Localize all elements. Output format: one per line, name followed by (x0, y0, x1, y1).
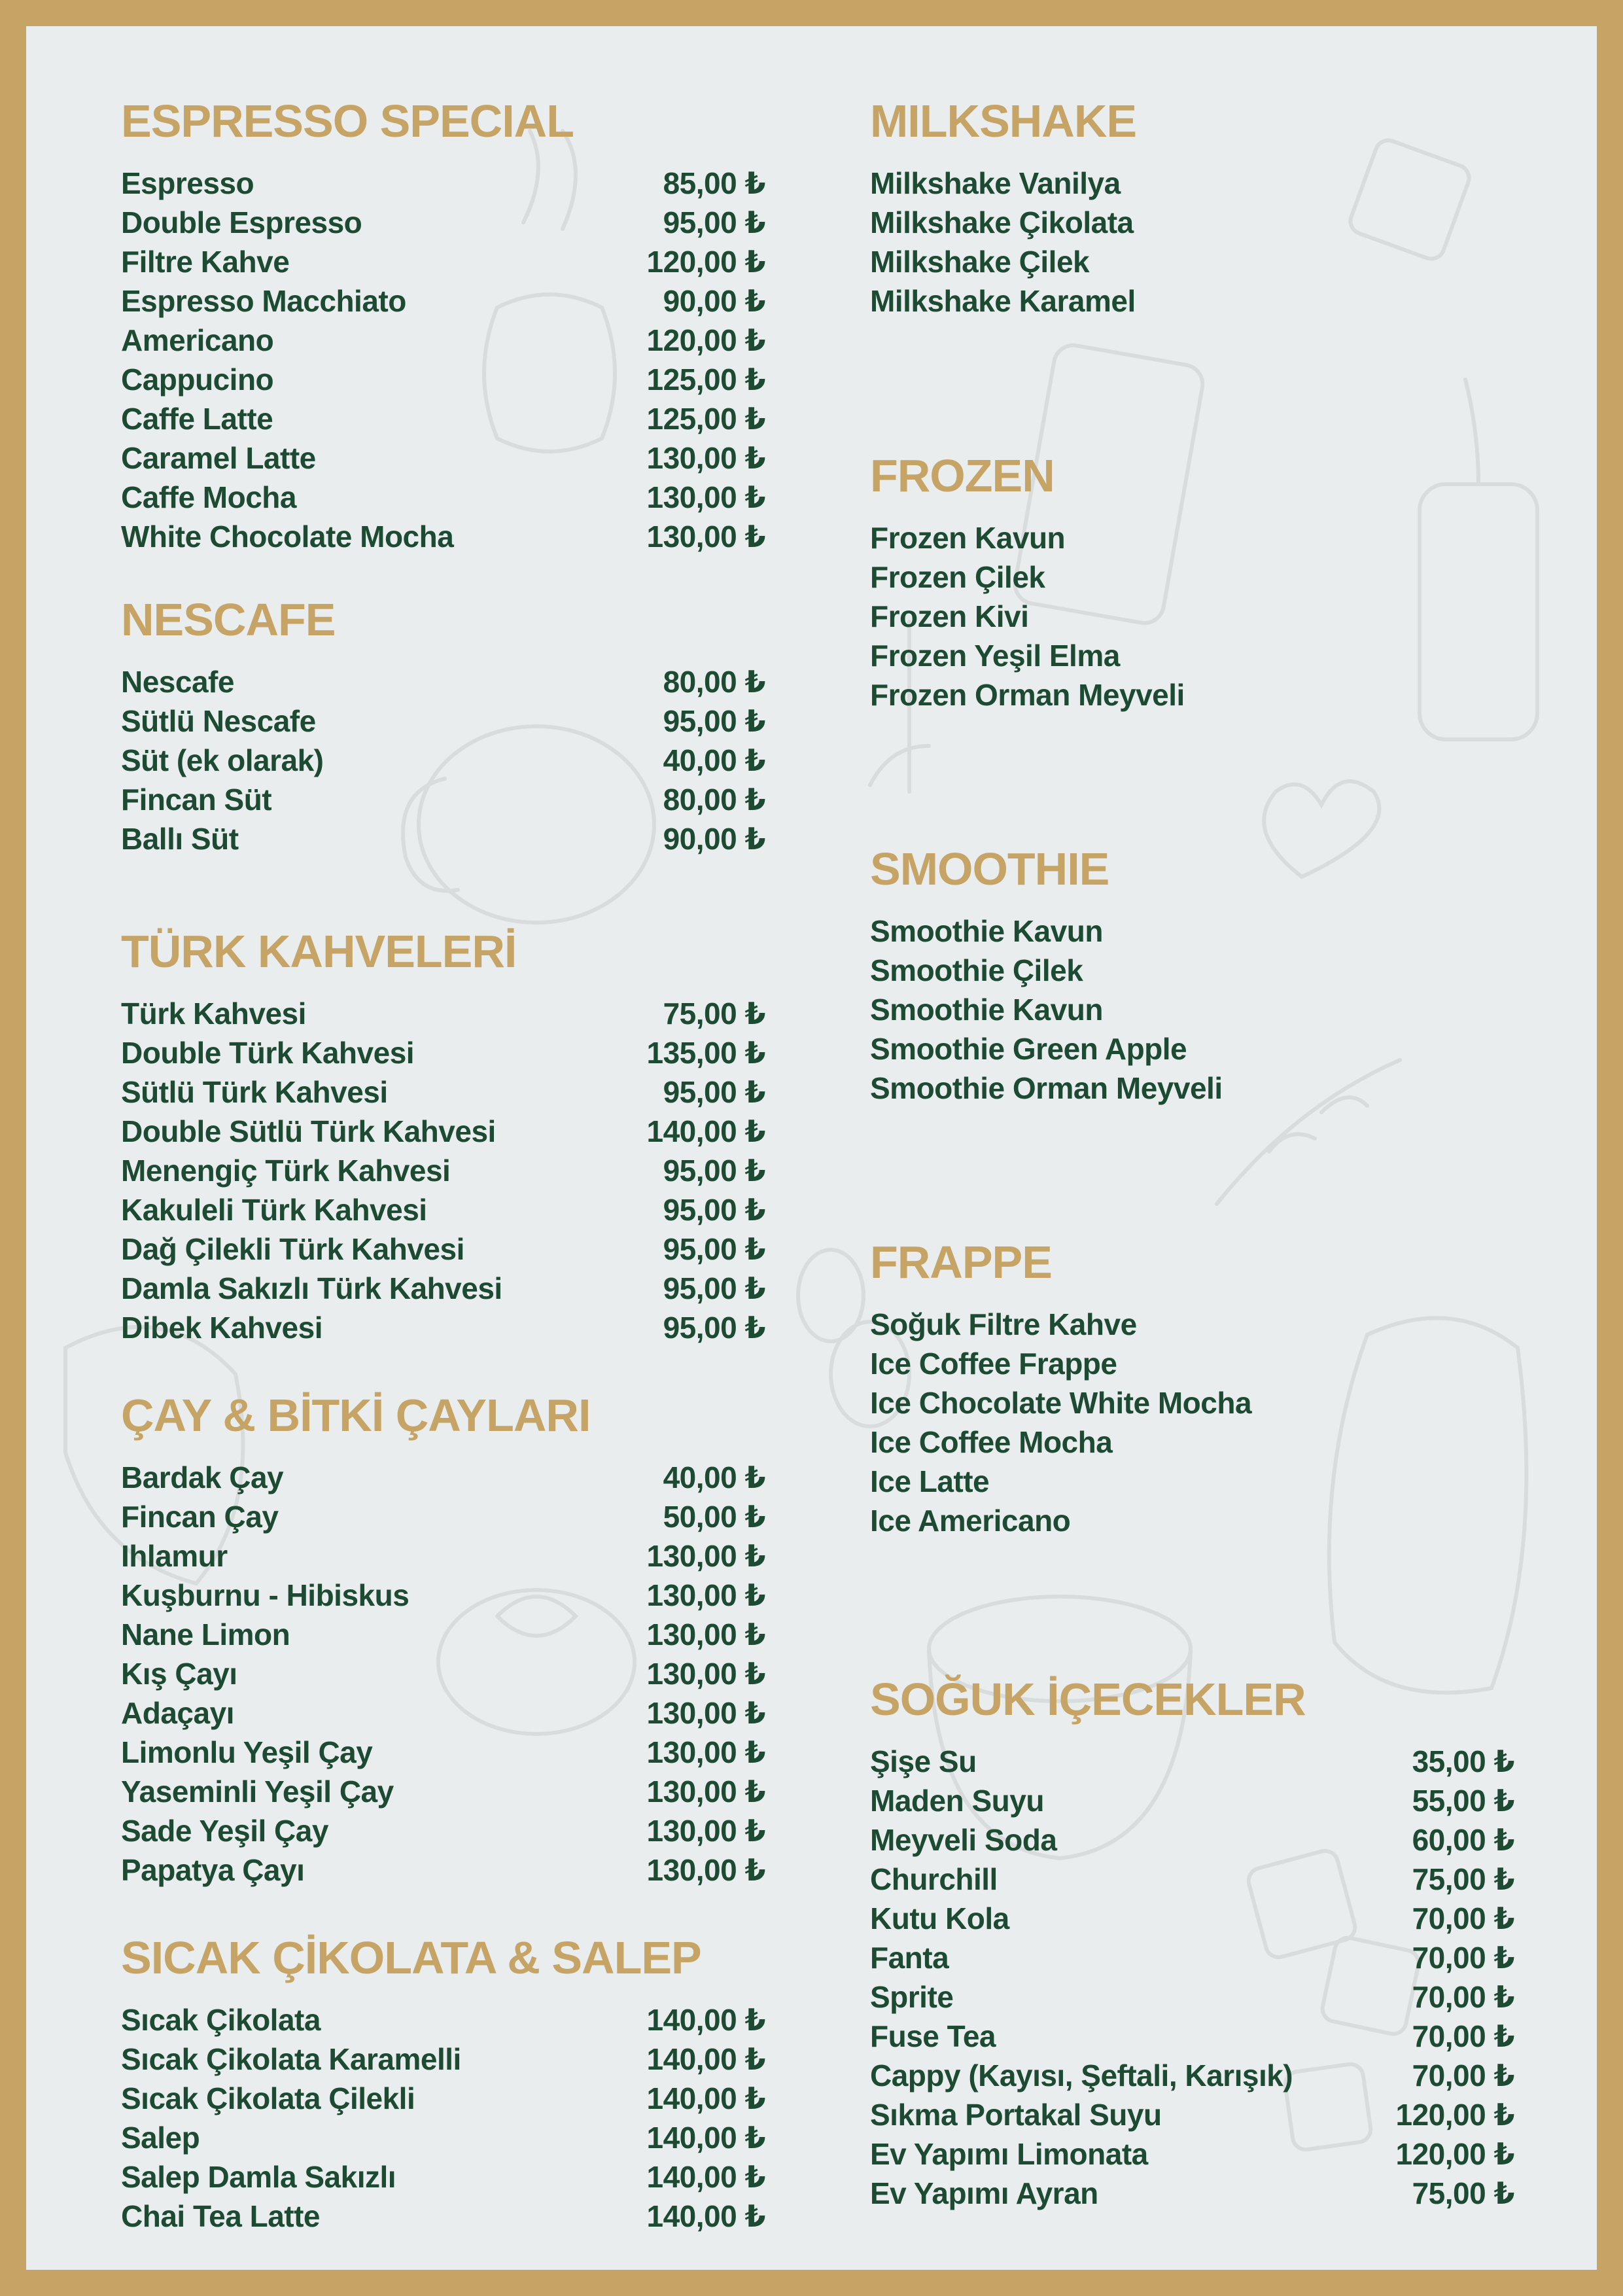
menu-item (121, 2079, 765, 2118)
menu-item-list (870, 911, 1514, 1108)
menu-item (870, 1899, 1514, 1938)
menu-item-name: Papatya Çayı (121, 1853, 305, 1887)
menu-item (121, 321, 765, 360)
menu-item-price: 80,00 ₺ (663, 665, 765, 699)
menu-item-name: Nane Limon (121, 1617, 290, 1651)
menu-item-price: 80,00 ₺ (663, 783, 765, 817)
menu-item-price: 130,00 ₺ (646, 1539, 765, 1573)
menu-item (870, 1977, 1514, 2017)
menu-item-name: Milkshake Çilek (870, 245, 1090, 279)
menu-item (121, 994, 765, 1033)
menu-item (121, 2118, 765, 2157)
menu-item-name: Sıkma Portakal Suyu (870, 2098, 1162, 2132)
menu-item-price: 70,00 ₺ (1412, 1941, 1514, 1975)
menu-item-price: 130,00 ₺ (646, 1853, 765, 1887)
menu-item (870, 1820, 1514, 1860)
menu-item-price: 130,00 ₺ (646, 520, 765, 554)
menu-item-name: Smoothie Kavun (870, 914, 1103, 948)
menu-item (870, 597, 1514, 636)
menu-item-name: Fincan Süt (121, 783, 272, 817)
menu-item-price: 95,00 ₺ (663, 1075, 765, 1109)
menu-item (121, 1112, 765, 1151)
menu-item (121, 1497, 765, 1536)
menu-item-name: Smoothie Green Apple (870, 1032, 1187, 1066)
menu-item-name: Nescafe (121, 665, 234, 699)
menu-item-name: Ice Coffee Frappe (870, 1347, 1117, 1381)
menu-item-price: 70,00 ₺ (1412, 1980, 1514, 2014)
menu-item-name: Kuşburnu - Hibiskus (121, 1578, 410, 1612)
menu-item (121, 2040, 765, 2079)
menu-item (121, 819, 765, 858)
section-title: FROZEN (870, 450, 1055, 501)
menu-item (121, 780, 765, 819)
menu-item-name: Frozen Kavun (870, 521, 1066, 555)
menu-item-name: Chai Tea Latte (121, 2199, 320, 2233)
menu-item-price: 35,00 ₺ (1412, 1744, 1514, 1778)
menu-item (121, 2197, 765, 2236)
menu-item-list (121, 2000, 765, 2236)
menu-item-name: Ballı Süt (121, 822, 239, 856)
menu-item (870, 911, 1514, 951)
menu-item-name: Frozen Orman Meyveli (870, 678, 1185, 712)
menu-item-price: 140,00 ₺ (646, 2160, 765, 2194)
menu-item-list (121, 662, 765, 858)
menu-item-list (870, 164, 1514, 321)
menu-item-price: 130,00 ₺ (646, 1696, 765, 1730)
menu-item-name: White Chocolate Mocha (121, 520, 454, 554)
menu-item (870, 1781, 1514, 1820)
menu-item-price: 120,00 ₺ (1395, 2098, 1514, 2132)
menu-item (121, 164, 765, 203)
menu-item-price: 90,00 ₺ (663, 284, 765, 318)
menu-item (121, 1229, 765, 1269)
menu-item (870, 675, 1514, 715)
menu-item-name: Cappy (Kayısı, Şeftali, Karışık) (870, 2058, 1293, 2093)
menu-item-name: Kutu Kola (870, 1901, 1009, 1935)
menu-item-name: Menengiç Türk Kahvesi (121, 1154, 451, 1188)
menu-item (870, 1742, 1514, 1781)
menu-item-name: Ice Americano (870, 1504, 1071, 1538)
menu-item (870, 2056, 1514, 2095)
menu-item-name: Smoothie Çilek (870, 953, 1083, 987)
menu-item (121, 662, 765, 701)
menu-item-list (121, 1458, 765, 1890)
menu-item-price: 95,00 ₺ (663, 1271, 765, 1305)
menu-item-price: 95,00 ₺ (663, 1154, 765, 1188)
menu-item-name: Damla Sakızlı Türk Kahvesi (121, 1271, 502, 1305)
menu-item-name: Meyveli Soda (870, 1823, 1057, 1857)
menu-item (870, 281, 1514, 321)
menu-item (121, 1811, 765, 1850)
menu-item-name: Espresso (121, 166, 254, 200)
menu-item-name: Double Sütlü Türk Kahvesi (121, 1114, 496, 1148)
menu-item-name: Ice Coffee Mocha (870, 1425, 1113, 1459)
menu-item-price: 130,00 ₺ (646, 480, 765, 514)
menu-item (870, 2017, 1514, 2056)
menu-item-name: Filtre Kahve (121, 245, 290, 279)
menu-item-price: 130,00 ₺ (646, 1735, 765, 1769)
menu-item (870, 1422, 1514, 1462)
menu-item-name: Milkshake Çikolata (870, 205, 1134, 239)
menu-item-price: 130,00 ₺ (646, 1775, 765, 1809)
menu-item-name: Sıcak Çikolata Çilekli (121, 2081, 415, 2115)
menu-item-list (870, 1305, 1514, 1540)
menu-item-name: Fuse Tea (870, 2019, 996, 2053)
menu-item-name: Salep (121, 2121, 200, 2155)
section-soguk-icecekler (870, 1676, 1514, 2213)
menu-item-price: 95,00 ₺ (663, 1193, 765, 1227)
menu-item (121, 1072, 765, 1112)
menu-item (121, 2000, 765, 2040)
menu-item-name: Adaçayı (121, 1696, 234, 1730)
menu-item-price: 125,00 ₺ (646, 362, 765, 397)
section-title: SICAK ÇİKOLATA & SALEP (121, 1932, 701, 1983)
menu-item-name: Ice Latte (870, 1464, 990, 1498)
menu-item (870, 2174, 1514, 2213)
menu-item-name: Sütlü Türk Kahvesi (121, 1075, 388, 1109)
menu-item-price: 70,00 ₺ (1412, 2058, 1514, 2093)
menu-item-price: 130,00 ₺ (646, 1657, 765, 1691)
menu-item-price: 140,00 ₺ (646, 2042, 765, 2076)
menu-item-name: Sade Yeşil Çay (121, 1814, 328, 1848)
menu-item-name: Double Türk Kahvesi (121, 1036, 415, 1070)
menu-item-price: 60,00 ₺ (1412, 1823, 1514, 1857)
menu-item-price: 40,00 ₺ (663, 1460, 765, 1494)
menu-item (121, 1615, 765, 1654)
menu-item (870, 203, 1514, 242)
section-milkshake (870, 98, 1514, 321)
menu-item-price: 95,00 ₺ (663, 704, 765, 738)
menu-item (870, 164, 1514, 203)
menu-item-price: 120,00 ₺ (1395, 2137, 1514, 2171)
menu-item-price: 50,00 ₺ (663, 1500, 765, 1534)
menu-item-name: Caramel Latte (121, 441, 316, 475)
menu-item-list (870, 518, 1514, 715)
menu-item-price: 75,00 ₺ (1412, 1862, 1514, 1896)
menu-item-name: Espresso Macchiato (121, 284, 406, 318)
menu-item-name: Fanta (870, 1941, 949, 1975)
menu-item (121, 1654, 765, 1693)
menu-item (121, 1850, 765, 1890)
menu-item (870, 1069, 1514, 1108)
menu-item-price: 140,00 ₺ (646, 2081, 765, 2115)
menu-item-name: Fincan Çay (121, 1500, 279, 1534)
menu-item (121, 1151, 765, 1190)
menu-item-list (870, 1742, 1514, 2213)
menu-item-price: 130,00 ₺ (646, 1814, 765, 1848)
menu-item (121, 242, 765, 281)
menu-item (870, 1938, 1514, 1977)
section-frozen (870, 450, 1514, 715)
menu-item-price: 135,00 ₺ (646, 1036, 765, 1070)
menu-item-name: Soğuk Filtre Kahve (870, 1307, 1137, 1341)
menu-item-price: 130,00 ₺ (646, 441, 765, 475)
menu-item (870, 242, 1514, 281)
menu-item-name: Caffe Latte (121, 402, 273, 436)
menu-item-name: Americano (121, 323, 274, 357)
menu-item (121, 701, 765, 741)
section-smoothie (870, 843, 1514, 1108)
menu-item (121, 1693, 765, 1733)
menu-item (870, 1462, 1514, 1501)
menu-item-name: Bardak Çay (121, 1460, 284, 1494)
menu-page (26, 26, 1597, 2270)
menu-item-name: Şişe Su (870, 1744, 977, 1778)
menu-item-name: Smoothie Kavun (870, 993, 1103, 1027)
menu-item (121, 517, 765, 556)
menu-item-name: Sprite (870, 1980, 954, 2014)
menu-item-name: Frozen Çilek (870, 560, 1045, 594)
section-espresso-special (121, 98, 765, 556)
section-title: NESCAFE (121, 594, 336, 645)
menu-item-price: 95,00 ₺ (663, 1311, 765, 1345)
menu-item-name: Ice Chocolate White Mocha (870, 1386, 1252, 1420)
menu-item-name: Smoothie Orman Meyveli (870, 1071, 1223, 1105)
menu-item (870, 518, 1514, 557)
menu-item-name: Süt (ek olarak) (121, 743, 324, 777)
menu-item-name: Cappucino (121, 362, 274, 397)
menu-item (121, 741, 765, 780)
section-title: ESPRESSO SPECIAL (121, 96, 574, 147)
menu-item (870, 951, 1514, 990)
menu-item-name: Frozen Yeşil Elma (870, 639, 1120, 673)
menu-item-name: Kakuleli Türk Kahvesi (121, 1193, 427, 1227)
section-title: TÜRK KAHVELERİ (121, 926, 517, 977)
section-nescafe (121, 594, 765, 858)
menu-item-price: 130,00 ₺ (646, 1578, 765, 1612)
menu-item-name: Dağ Çilekli Türk Kahvesi (121, 1232, 464, 1266)
menu-item-price: 130,00 ₺ (646, 1617, 765, 1651)
menu-item (870, 1383, 1514, 1422)
menu-item-name: Yaseminli Yeşil Çay (121, 1775, 394, 1809)
menu-item-price: 95,00 ₺ (663, 1232, 765, 1266)
menu-item (121, 203, 765, 242)
menu-item-name: Kış Çayı (121, 1657, 237, 1691)
menu-item (121, 1033, 765, 1072)
menu-item-name: Ev Yapımı Limonata (870, 2137, 1148, 2171)
menu-item (121, 1308, 765, 1347)
menu-item-price: 55,00 ₺ (1412, 1784, 1514, 1818)
section-title: MILKSHAKE (870, 96, 1137, 147)
menu-item-price: 140,00 ₺ (646, 1114, 765, 1148)
menu-item-name: Sıcak Çikolata (121, 2003, 321, 2037)
section-cay-bitki-caylari (121, 1392, 765, 1890)
menu-item-price: 125,00 ₺ (646, 402, 765, 436)
menu-item-name: Dibek Kahvesi (121, 1311, 323, 1345)
menu-item-price: 120,00 ₺ (646, 323, 765, 357)
menu-item (121, 399, 765, 438)
menu-item (870, 1860, 1514, 1899)
menu-item-price: 140,00 ₺ (646, 2121, 765, 2155)
menu-item (870, 636, 1514, 675)
menu-item-price: 140,00 ₺ (646, 2003, 765, 2037)
menu-item (121, 1536, 765, 1576)
menu-item-price: 70,00 ₺ (1412, 2019, 1514, 2053)
menu-item (121, 1576, 765, 1615)
menu-item (121, 1733, 765, 1772)
section-frappe (870, 1239, 1514, 1540)
menu-item-name: Maden Suyu (870, 1784, 1044, 1818)
menu-item-price: 140,00 ₺ (646, 2199, 765, 2233)
menu-item-name: Sıcak Çikolata Karamelli (121, 2042, 461, 2076)
menu-item (121, 1772, 765, 1811)
menu-item (870, 1501, 1514, 1540)
section-title: ÇAY & BİTKİ ÇAYLARI (121, 1390, 591, 1441)
menu-item-name: Churchill (870, 1862, 998, 1896)
menu-item-price: 75,00 ₺ (663, 997, 765, 1031)
menu-item-price: 90,00 ₺ (663, 822, 765, 856)
menu-item-name: Milkshake Vanilya (870, 166, 1121, 200)
section-turk-kahveleri (121, 928, 765, 1347)
menu-item-name: Caffe Mocha (121, 480, 296, 514)
menu-item-list (121, 994, 765, 1347)
menu-item (870, 1029, 1514, 1069)
menu-item (121, 478, 765, 517)
menu-item (121, 438, 765, 478)
menu-item (121, 360, 765, 399)
menu-item-name: Double Espresso (121, 205, 362, 239)
menu-item-name: Milkshake Karamel (870, 284, 1136, 318)
menu-item (121, 1190, 765, 1229)
menu-item-price: 75,00 ₺ (1412, 2176, 1514, 2210)
menu-item-name: Salep Damla Sakızlı (121, 2160, 396, 2194)
menu-item (121, 281, 765, 321)
menu-item (121, 2157, 765, 2197)
menu-item-price: 70,00 ₺ (1412, 1901, 1514, 1935)
menu-item (870, 2095, 1514, 2134)
menu-item (870, 2134, 1514, 2174)
menu-item (870, 1344, 1514, 1383)
menu-item-name: Ihlamur (121, 1539, 228, 1573)
menu-item-name: Türk Kahvesi (121, 997, 306, 1031)
menu-item-name: Sütlü Nescafe (121, 704, 316, 738)
menu-item-price: 120,00 ₺ (646, 245, 765, 279)
section-sicak-cikolata-salep (121, 1932, 765, 2236)
menu-item (121, 1269, 765, 1308)
menu-item-list (121, 164, 765, 556)
section-title: SMOOTHIE (870, 843, 1109, 894)
menu-item (121, 1458, 765, 1497)
menu-item (870, 557, 1514, 597)
section-title: FRAPPE (870, 1237, 1052, 1288)
menu-item-name: Frozen Kivi (870, 599, 1029, 633)
menu-item-price: 40,00 ₺ (663, 743, 765, 777)
menu-item-name: Ev Yapımı Ayran (870, 2176, 1098, 2210)
section-title: SOĞUK İÇECEKLER (870, 1674, 1306, 1725)
menu-item (870, 990, 1514, 1029)
menu-item-price: 85,00 ₺ (663, 166, 765, 200)
menu-item-price: 95,00 ₺ (663, 205, 765, 239)
menu-item-name: Limonlu Yeşil Çay (121, 1735, 373, 1769)
menu-item (870, 1305, 1514, 1344)
